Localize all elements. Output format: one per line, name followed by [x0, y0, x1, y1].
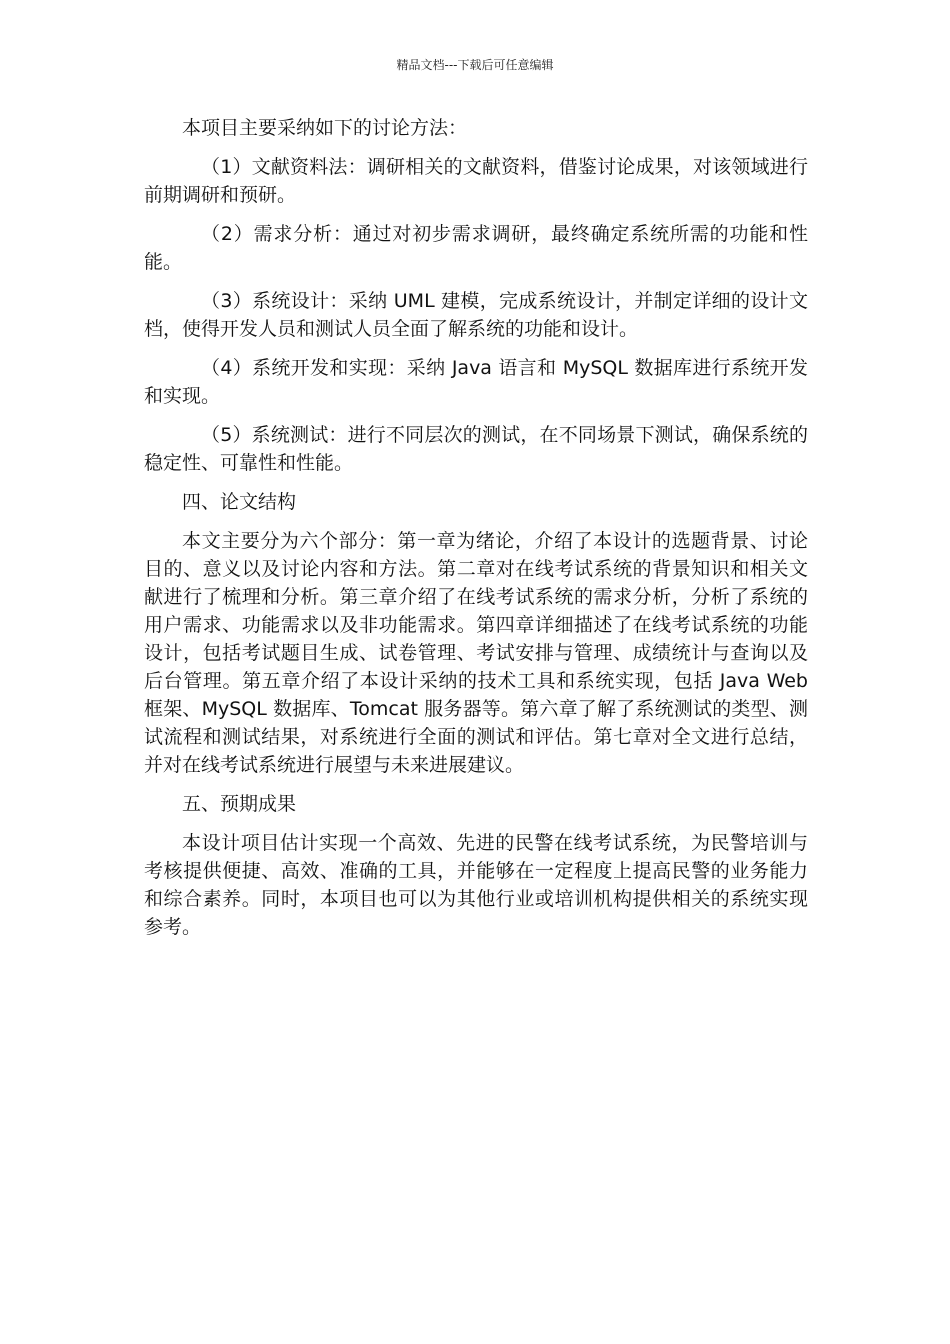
methods-intro: 本项目主要采纳如下的讨论方法： — [182, 117, 468, 139]
method-item-requirements: （2）需求分析：通过对初步需求调研，最终确定系统所需的功能和性能。 — [144, 223, 808, 273]
page-header: 精品文档---下载后可任意编辑 — [396, 58, 554, 72]
structure-paragraph: 本文主要分为六个部分：第一章为绪论，介绍了本设计的选题背景、讨论目的、意义以及讨论内容和方法。第二章对在线考试系统的背景知识和相关文献进行了梳理和分析。第三章介绍了在线考试系统的需求分析，分析了系统的用户需求、功能需求以及非功能需求。第四章详细描述了在线考试系统的功能设计，包括考试题目生成、试卷管理、考试安排与管理、成绩统计与查询以及后台管理。第五章介绍了本设计采纳的技术工具和系统实现，包括 Java Web 框架、MySQL 数据库、Tomcat 服务器等。第六章了解了系统测试的类型、测试流程和测试结果，对系统进行全面的测试和评估。第七章对全文进行总结，并对在线考试系统进行展望与未来进展建议。 — [144, 530, 808, 776]
section-heading-structure: 四、论文结构 — [182, 491, 297, 513]
method-item-testing: （5）系统测试：进行不同层次的测试，在不同场景下测试，确保系统的稳定性、可靠性和性能。 — [144, 424, 808, 474]
method-item-literature: （1）文献资料法：调研相关的文献资料，借鉴讨论成果，对该领域进行前期调研和预研。 — [144, 156, 808, 206]
section-heading-results: 五、预期成果 — [182, 793, 297, 815]
results-paragraph: 本设计项目估计实现一个高效、先进的民警在线考试系统，为民警培训与考核提供便捷、高效、准确的工具，并能够在一定程度上提高民警的业务能力和综合素养。同时，本项目也可以为其他行业或培训机构提供相关的系统实现参考。 — [144, 832, 808, 938]
method-item-design: （3）系统设计：采纳 UML 建模，完成系统设计，并制定详细的设计文档，使得开发人员和测试人员全面了解系统的功能和设计。 — [144, 290, 808, 340]
document-body — [144, 114, 808, 952]
method-item-development: （4）系统开发和实现：采纳 Java 语言和 MySQL 数据库进行系统开发和实现。 — [144, 357, 808, 407]
